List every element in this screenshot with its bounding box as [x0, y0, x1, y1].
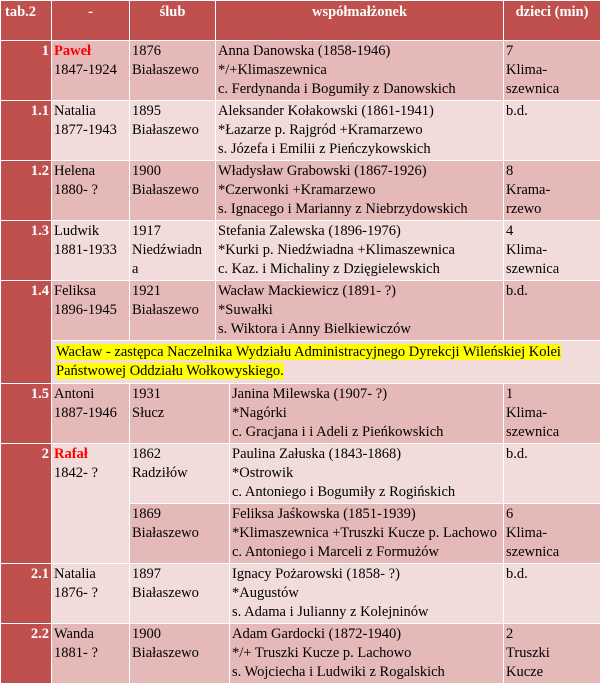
person-cell: [52, 101, 130, 161]
spouse-parents: c. Gracjana i i Adeli z Pieńkowskich: [232, 423, 501, 442]
children-place: Krama-: [506, 181, 598, 200]
children-cell: [504, 564, 600, 624]
spouse-parents: s. Wojciecha i Ludwiki z Rogalskich: [232, 663, 501, 682]
children-count: 4: [506, 222, 598, 241]
marriage-place: Białaszewo: [132, 61, 213, 80]
person-years: 1877-1943: [54, 121, 127, 140]
row-index: 2: [1, 444, 52, 564]
marriage-year: 1876: [132, 42, 213, 61]
table-row: [1, 101, 600, 161]
spouse-name: Anna Danowska (1858-1946): [218, 42, 501, 61]
marriage-year: 1921: [132, 282, 213, 301]
children-place: szewnica: [506, 260, 598, 279]
note-cell: [52, 341, 600, 384]
row-index: 1.5: [1, 384, 52, 444]
marriage-year: 1897: [132, 565, 227, 584]
person-cell: [52, 384, 130, 444]
spouse-cell: [230, 504, 504, 564]
children-cell: [504, 101, 600, 161]
spouse-name: Stefania Zalewska (1896-1976): [218, 222, 501, 241]
person-name: Ludwik: [54, 222, 127, 241]
children-cell: [504, 161, 600, 221]
children-place: Kucze: [506, 663, 598, 682]
spouse-places: */+Klimaszewnica: [218, 61, 501, 80]
spouse-parents: s. Ignacego i Marianny z Niebrzydowskich: [218, 200, 501, 219]
spouse-name: Władysław Grabowski (1867-1926): [218, 162, 501, 181]
spouse-name: Aleksander Kołakowski (1861-1941): [218, 102, 501, 121]
marriage-cell: [130, 444, 230, 504]
person-years: 1880- ?: [54, 181, 127, 200]
table-row: [1, 161, 600, 221]
marriage-cell: [130, 101, 216, 161]
note-row: [1, 341, 600, 384]
spouse-cell: [216, 161, 504, 221]
marriage-year: 1931: [132, 385, 227, 404]
marriage-place: Radziłów: [132, 464, 227, 483]
marriage-year: 1900: [132, 162, 213, 181]
person-cell: [52, 41, 130, 101]
marriage-year: 1895: [132, 102, 213, 121]
person-name: Helena: [54, 162, 127, 181]
children-cell: [504, 624, 600, 684]
row-index: 2.2: [1, 624, 52, 684]
person-name: Natalia: [54, 565, 127, 584]
person-name: Antoni: [54, 385, 127, 404]
spouse-places: *Nagórki: [232, 404, 501, 423]
table-row: [1, 564, 600, 624]
marriage-cell: [130, 504, 230, 564]
spouse-places: *Ostrowik: [232, 464, 501, 483]
person-cell: [52, 161, 130, 221]
person-years: 1847-1924: [54, 61, 127, 80]
children-cell: [504, 444, 600, 504]
marriage-place: Białaszewo: [132, 181, 213, 200]
spouse-places: *Klimaszewnica +Truszki Kucze p. Lachowo: [232, 524, 501, 543]
spouse-places: *Łazarze p. Rajgród +Kramarzewo: [218, 121, 501, 140]
person-name: Natalia: [54, 102, 127, 121]
person-cell: [52, 444, 130, 564]
header-children: dzieci (min): [504, 1, 600, 41]
person-years: 1896-1945: [54, 301, 127, 320]
children-count: b.d.: [506, 102, 598, 121]
marriage-cell: [130, 281, 216, 341]
header-tab: tab.2: [1, 1, 52, 41]
header-slub: ślub: [130, 1, 216, 41]
spouse-parents: c. Antoniego i Marceli z Formużów: [232, 543, 501, 562]
row-index: 1.2: [1, 161, 52, 221]
spouse-cell: [216, 221, 504, 281]
children-place: Klima-: [506, 404, 598, 423]
row-index: 1: [1, 41, 52, 101]
table-row: [1, 444, 600, 504]
highlighted-note: Wacław - zastępca Naczelnika Wydziału Administracyjnego Dyrekcji Wileńskiej Kolei Państwowej Oddziału Wołkowyskiego.: [56, 344, 561, 379]
person-cell: [52, 221, 130, 281]
marriage-year: 1900: [132, 625, 227, 644]
children-count: 1: [506, 385, 598, 404]
marriage-place: Białaszewo: [132, 301, 213, 320]
person-cell: [52, 281, 130, 341]
person-years: 1842- ?: [54, 464, 127, 483]
children-cell: [504, 281, 600, 341]
marriage-place: Białaszewo: [132, 644, 227, 663]
person-name: Feliksa: [54, 282, 127, 301]
header-dash: -: [52, 1, 130, 41]
marriage-cell: [130, 41, 216, 101]
children-cell: [504, 384, 600, 444]
spouse-name: Feliksa Jaśkowska (1851-1939): [232, 505, 501, 524]
children-count: b.d.: [506, 282, 598, 301]
person-years: 1881- ?: [54, 644, 127, 663]
row-index: 1.3: [1, 221, 52, 281]
spouse-parents: c. Ferdynanda i Bogumiły z Danowskich: [218, 80, 501, 99]
spouse-parents: s. Adama i Julianny z Kolejninów: [232, 603, 501, 622]
spouse-places: *Czerwonki +Kramarzewo: [218, 181, 501, 200]
row-index: 2.1: [1, 564, 52, 624]
spouse-cell: [230, 444, 504, 504]
marriage-year: 1869: [132, 505, 227, 524]
person-cell: [52, 624, 130, 684]
spouse-cell: [230, 564, 504, 624]
person-cell: [52, 564, 130, 624]
children-place: Klima-: [506, 61, 598, 80]
marriage-cell: [130, 624, 230, 684]
spouse-cell: [216, 281, 504, 341]
children-count: b.d.: [506, 565, 598, 584]
children-place: szewnica: [506, 80, 598, 99]
children-count: 7: [506, 42, 598, 61]
children-count: 2: [506, 625, 598, 644]
person-years: 1887-1946: [54, 404, 127, 423]
children-cell: [504, 41, 600, 101]
person-name: Paweł: [54, 42, 127, 61]
marriage-cell: [130, 384, 230, 444]
children-place: Klima-: [506, 241, 598, 260]
table-row: [1, 281, 600, 341]
person-name: Wanda: [54, 625, 127, 644]
spouse-places: *Augustów: [232, 584, 501, 603]
spouse-places: *Suwałki: [218, 301, 501, 320]
row-index: 1.4: [1, 281, 52, 384]
marriage-cell: [130, 564, 230, 624]
spouse-parents: c. Antoniego i Bogumiły z Rogińskich: [232, 483, 501, 502]
spouse-cell: [216, 101, 504, 161]
spouse-cell: [230, 384, 504, 444]
table-row: [1, 384, 600, 444]
children-cell: [504, 504, 600, 564]
spouse-places: *Kurki p. Niedźwiadna +Klimaszewnica: [218, 241, 501, 260]
spouse-cell: [216, 41, 504, 101]
children-cell: [504, 221, 600, 281]
person-years: 1881-1933: [54, 241, 127, 260]
spouse-parents: c. Kaz. i Michaliny z Dzięgielewskich: [218, 260, 501, 279]
marriage-place: Białaszewo: [132, 121, 213, 140]
spouse-name: Ignacy Pożarowski (1858- ?): [232, 565, 501, 584]
marriage-cell: [130, 221, 216, 281]
table-row: [1, 624, 600, 684]
marriage-place: Białaszewo: [132, 584, 227, 603]
marriage-year: 1862: [132, 445, 227, 464]
spouse-cell: [230, 624, 504, 684]
children-place: rzewo: [506, 200, 598, 219]
marriage-year: 1917: [132, 222, 213, 241]
children-count: 6: [506, 505, 598, 524]
children-place: Truszki: [506, 644, 598, 663]
table-row: [1, 221, 600, 281]
children-place: Klima-: [506, 524, 598, 543]
children-count: b.d.: [506, 445, 598, 464]
marriage-place: Słucz: [132, 404, 227, 423]
row-index: 1.1: [1, 101, 52, 161]
person-name: Rafał: [54, 445, 127, 464]
children-place: szewnica: [506, 543, 598, 562]
spouse-name: Paulina Załuska (1843-1868): [232, 445, 501, 464]
marriage-cell: [130, 161, 216, 221]
children-place: szewnica: [506, 423, 598, 442]
table-row: [1, 41, 600, 101]
spouse-places: */+ Truszki Kucze p. Lachowo: [232, 644, 501, 663]
marriage-place: Białaszewo: [132, 524, 227, 543]
spouse-parents: s. Józefa i Emilii z Pieńczykowskich: [218, 140, 501, 159]
person-years: 1876- ?: [54, 584, 127, 603]
spouse-name: Adam Gardocki (1872-1940): [232, 625, 501, 644]
children-count: 8: [506, 162, 598, 181]
header-row: [1, 1, 600, 41]
spouse-name: Wacław Mackiewicz (1891- ?): [218, 282, 501, 301]
spouse-parents: s. Wiktora i Anny Bielkiewiczów: [218, 320, 501, 339]
marriage-place: Niedźwiadn: [132, 241, 213, 260]
marriage-place-wrap: a: [132, 260, 213, 279]
spouse-name: Janina Milewska (1907- ?): [232, 385, 501, 404]
header-spouse: współmałżonek: [216, 1, 504, 41]
